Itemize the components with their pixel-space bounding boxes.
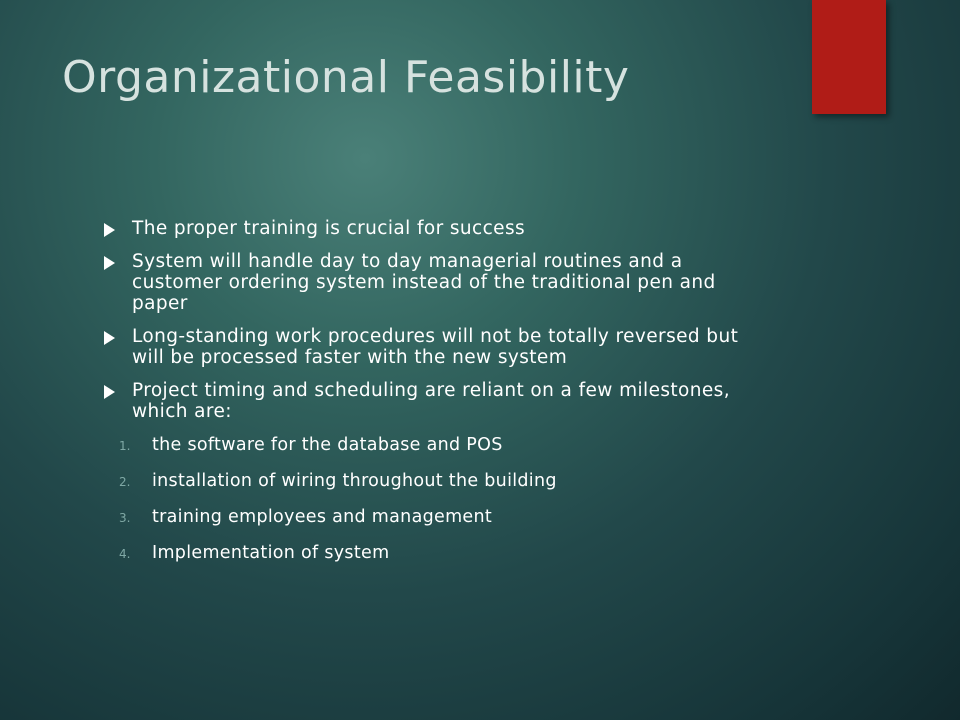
milestone-item — [104, 434, 764, 470]
bullet-item — [104, 380, 764, 422]
milestone-list — [104, 434, 764, 578]
milestone-text: Implementation of system — [152, 543, 390, 563]
triangle-bullet-icon — [104, 331, 115, 345]
milestone-text: training employees and management — [152, 507, 493, 527]
bullet-text: System will handle day to day managerial routines and a customer ordering system instead of the traditional pen and paper — [132, 251, 716, 314]
milestone-text: installation of wiring throughout the building — [152, 471, 557, 491]
milestone-item — [104, 542, 764, 578]
triangle-bullet-icon — [104, 256, 115, 270]
slide-content — [104, 218, 764, 578]
milestone-number: 1. — [119, 439, 131, 453]
milestone-number: 4. — [119, 547, 131, 561]
milestone-item — [104, 506, 764, 542]
triangle-bullet-icon — [104, 385, 115, 399]
bullet-text: The proper training is crucial for success — [132, 218, 526, 239]
bullet-item — [104, 251, 764, 314]
accent-bar — [812, 0, 886, 114]
slide-title: Organizational Feasibility — [62, 52, 630, 103]
milestone-item — [104, 470, 764, 506]
bullet-item — [104, 218, 764, 239]
milestone-number: 2. — [119, 475, 131, 489]
bullet-item — [104, 326, 764, 368]
bullet-text: Long-standing work procedures will not be totally reversed but will be processed faster with the new system — [132, 326, 739, 368]
milestone-text: the software for the database and POS — [152, 435, 503, 455]
bullet-text: Project timing and scheduling are reliant on a few milestones, which are: — [132, 380, 731, 422]
triangle-bullet-icon — [104, 223, 115, 237]
milestone-number: 3. — [119, 511, 131, 525]
